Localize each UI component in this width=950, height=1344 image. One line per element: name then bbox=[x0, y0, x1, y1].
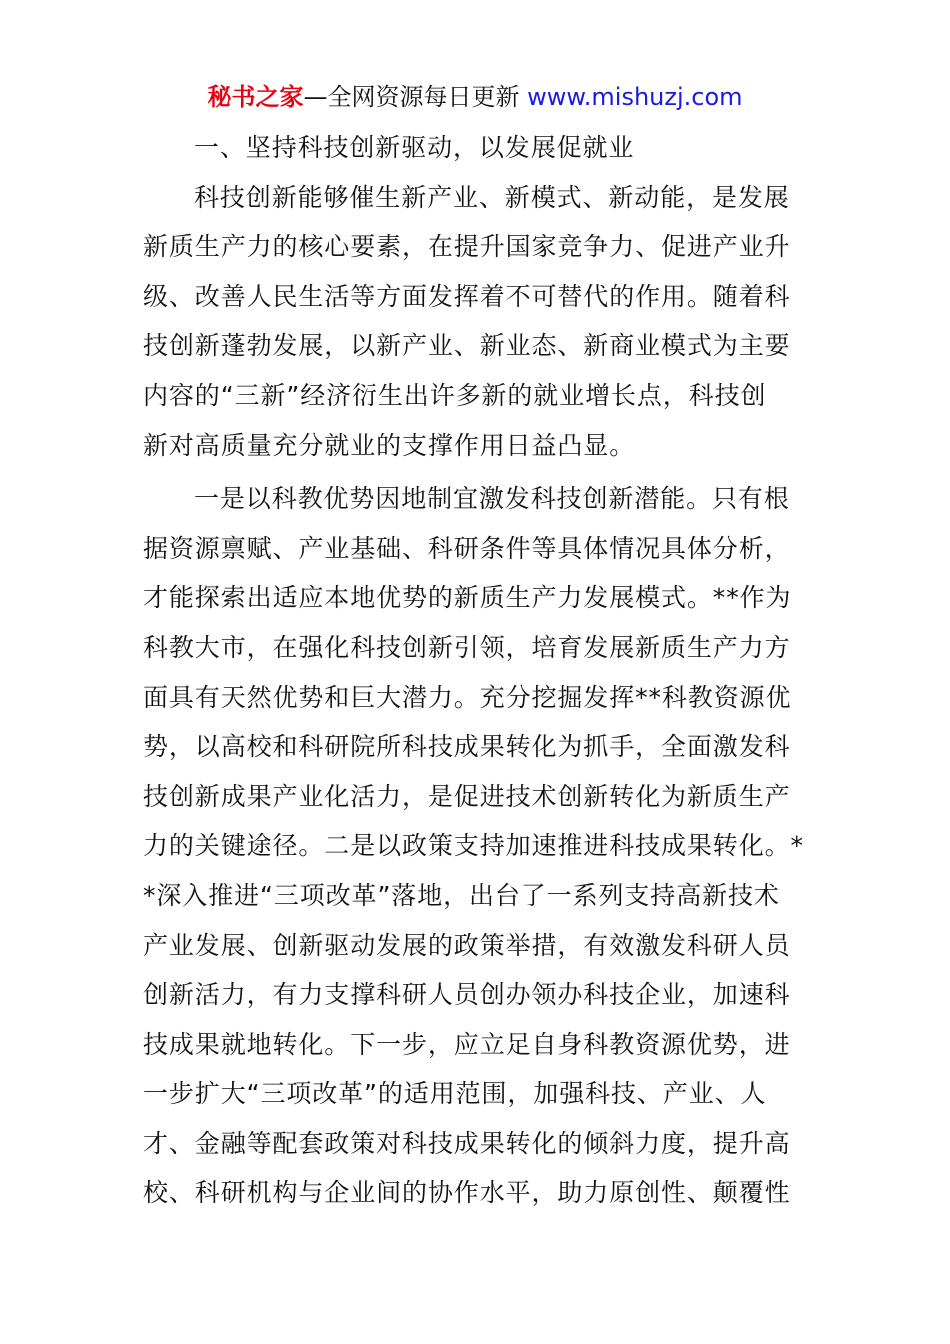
paragraph-2-line: 才、金融等配套政策对科技成果转化的倾斜力度，提升高 bbox=[143, 1128, 791, 1158]
paragraph-2-line: 创新活力，有力支撑科研人员创办领办科技企业，加速科 bbox=[143, 980, 791, 1010]
paragraph-2-line: 校、科研机构与企业间的协作水平，助力原创性、颠覆性 bbox=[143, 1178, 791, 1208]
paragraph-2-line: *深入推进“三项改革”落地，出台了一系列支持高新技术 bbox=[143, 880, 780, 910]
paragraph-2-line: 力的关键途径。二是以政策支持加速推进科技成果转化。* bbox=[143, 831, 804, 861]
paragraph-1-line: 技创新蓬勃发展，以新产业、新业态、新商业模式为主要 bbox=[143, 331, 791, 361]
paragraph-2-line: 面具有天然优势和巨大潜力。充分挖掘发挥**科教资源优 bbox=[143, 682, 792, 712]
document-body bbox=[143, 123, 807, 1218]
paragraph-2-line: 一步扩大“三项改革”的适用范围，加强科技、产业、人 bbox=[143, 1079, 767, 1109]
site-header bbox=[0, 80, 950, 114]
brand-name: 秘书之家 bbox=[207, 83, 304, 111]
paragraph-2-line: 一是以科教优势因地制宜激发科技创新潜能。只有根 bbox=[194, 484, 790, 514]
paragraph-1-line: 级、改善人民生活等方面发挥着不可替代的作用。随着科 bbox=[143, 281, 791, 311]
paragraph-2-line: 产业发展、创新驱动发展的政策举措，有效激发科研人员 bbox=[143, 930, 791, 960]
paragraph-2-line: 科教大市，在强化科技创新引领，培育发展新质生产力方 bbox=[143, 632, 791, 662]
site-url-link[interactable]: www.mishuzj.com bbox=[527, 83, 743, 111]
section-heading: 一、坚持科技创新驱动，以发展促就业 bbox=[194, 133, 635, 162]
paragraph-1-line: 内容的“三新”经济衍生出许多新的就业增长点，科技创 bbox=[143, 380, 767, 410]
paragraph-2-line: 势，以高校和科研院所科技成果转化为抓手，全面激发科 bbox=[143, 732, 791, 762]
paragraph-2-line: 才能探索出适应本地优势的新质生产力发展模式。**作为 bbox=[143, 583, 792, 613]
paragraph-1-line: 科技创新能够催生新产业、新模式、新动能，是发展 bbox=[194, 182, 790, 212]
paragraph-2-line: 技成果就地转化。下一步，应立足自身科教资源优势，进 bbox=[143, 1029, 791, 1059]
paragraph-1-line: 新质生产力的核心要素，在提升国家竞争力、促进产业升 bbox=[143, 232, 791, 262]
paragraph-2-line: 据资源禀赋、产业基础、科研条件等具体情况具体分析， bbox=[143, 533, 791, 563]
paragraph-2-line: 技创新成果产业化活力，是促进技术创新转化为新质生产 bbox=[143, 781, 791, 811]
header-tagline: —全网资源每日更新 bbox=[303, 83, 528, 111]
paragraph-1-line: 新对高质量充分就业的支撑作用日益凸显。 bbox=[143, 430, 636, 460]
